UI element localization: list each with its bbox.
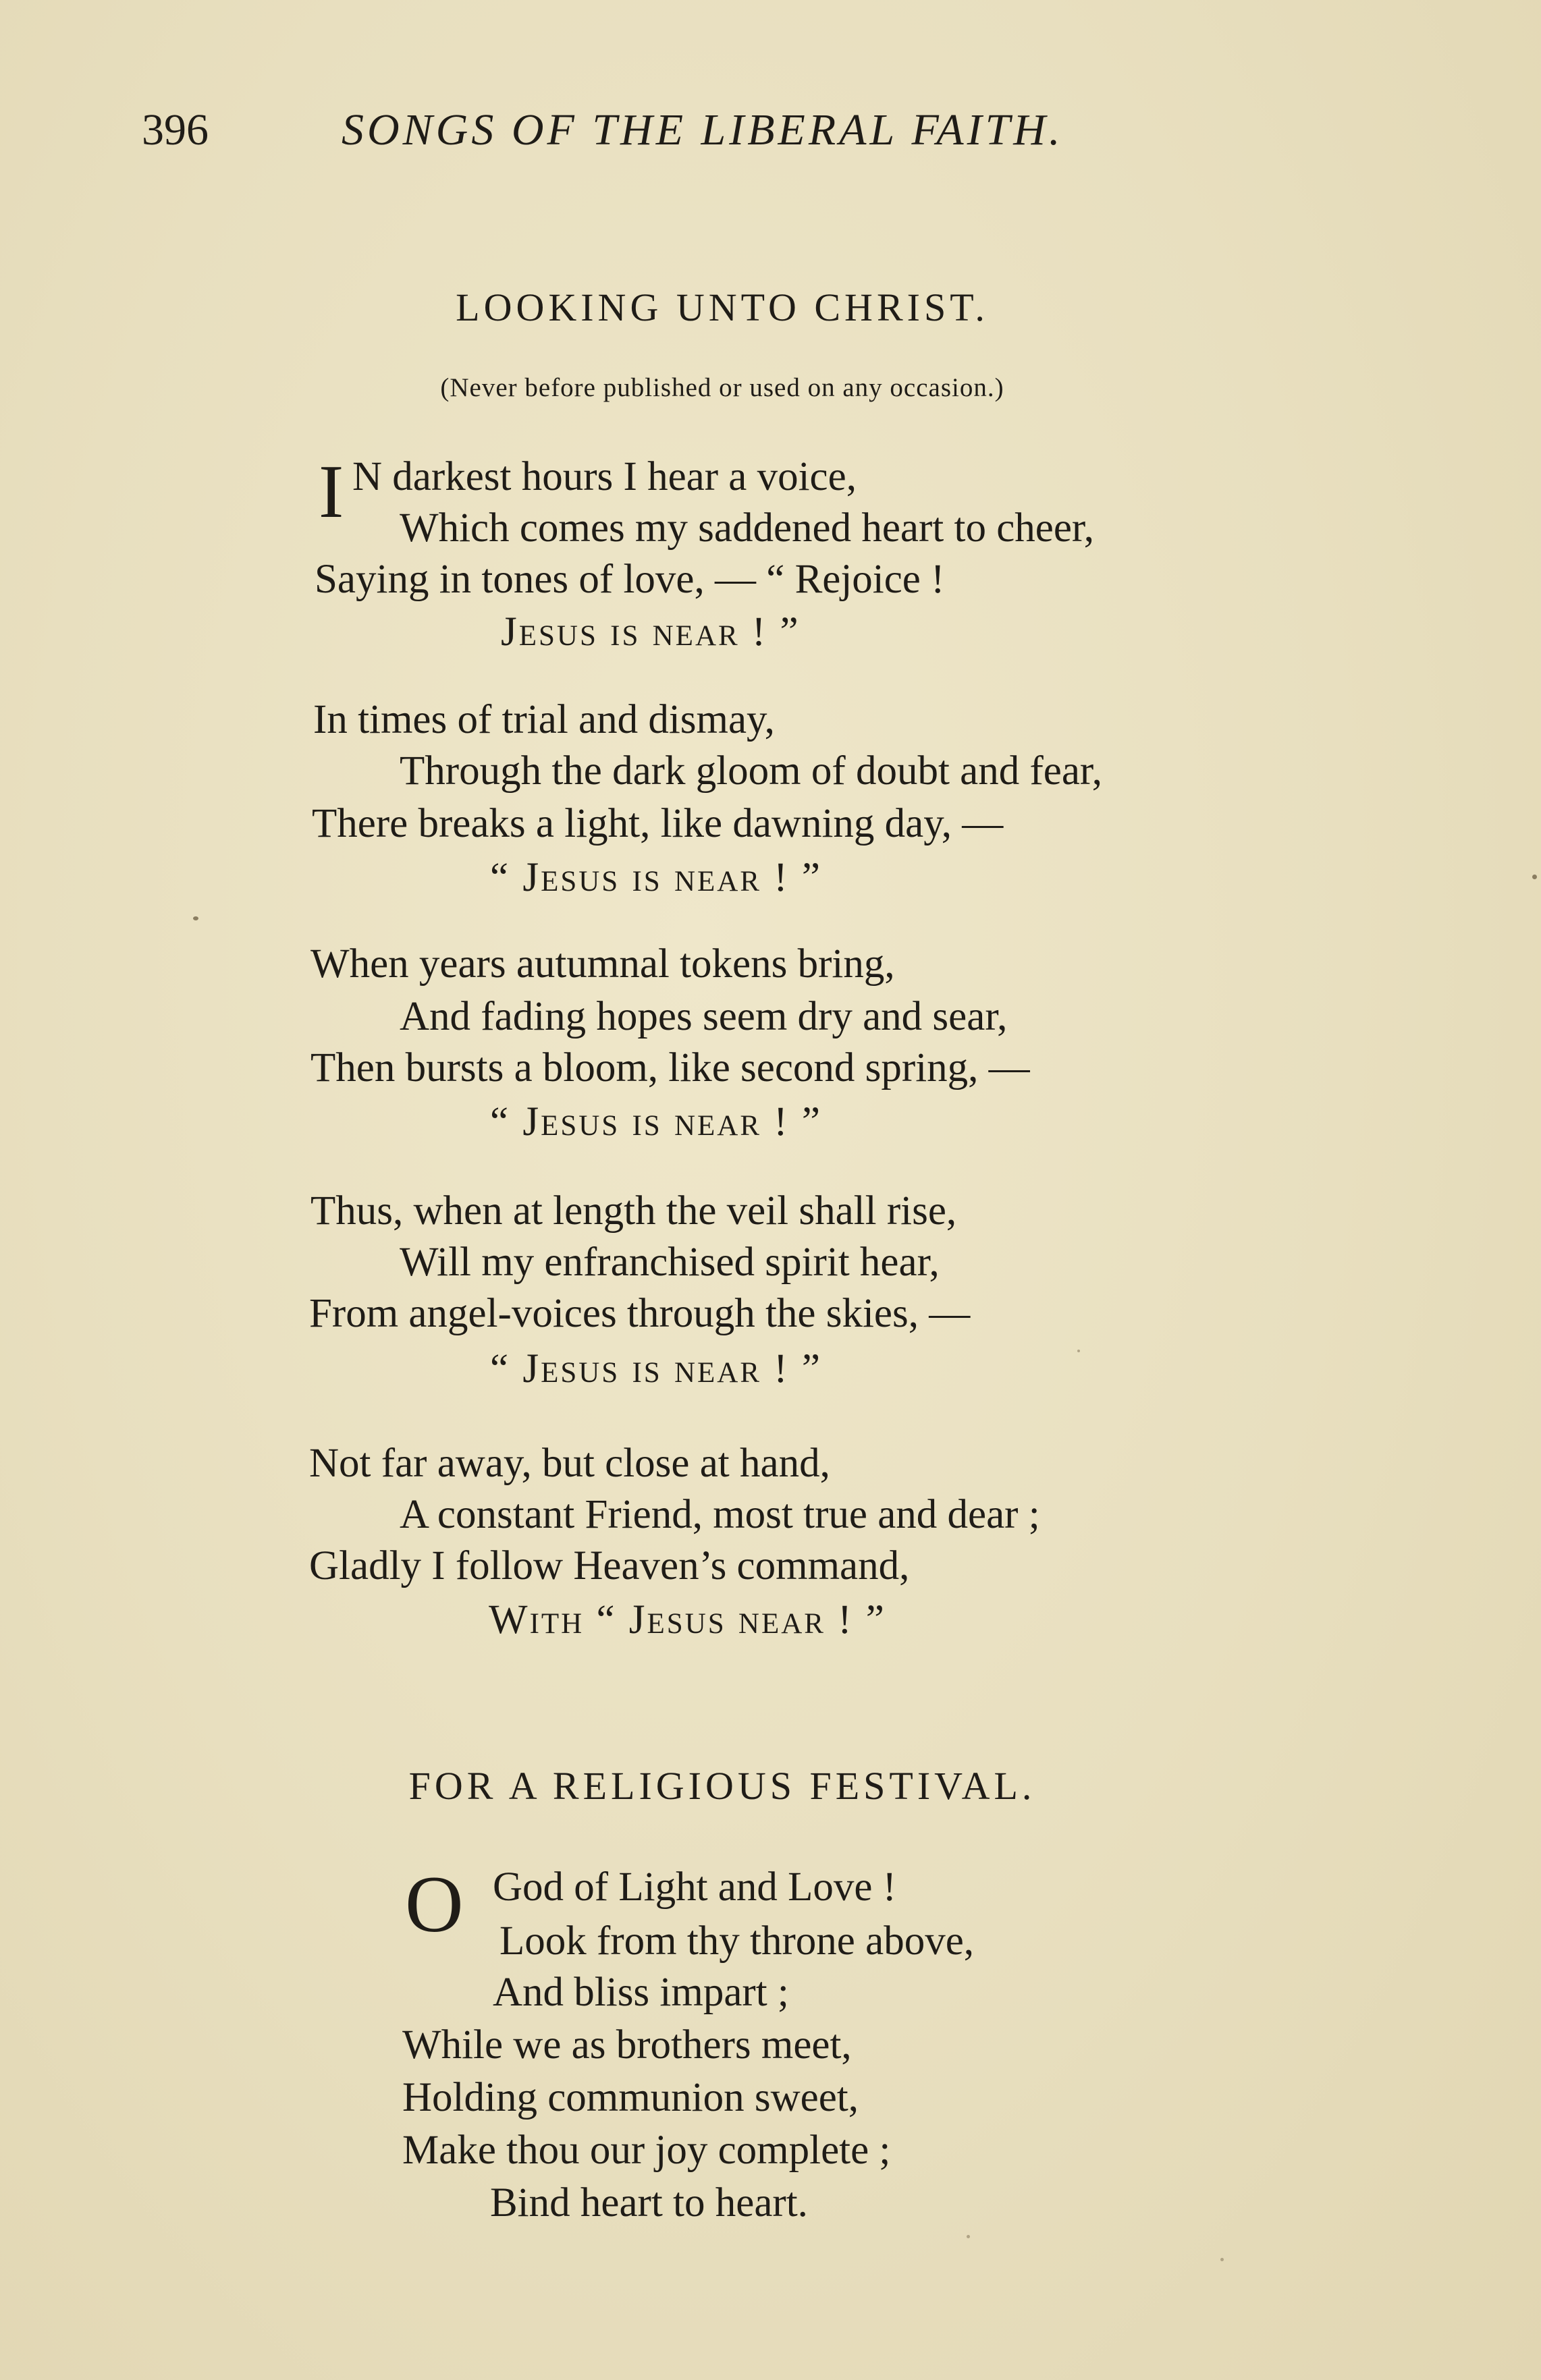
verse-line: Not far away, but close at hand, xyxy=(309,1441,830,1486)
verse-line: Look from thy throne above, xyxy=(499,1918,975,1964)
verse-line: And fading hopes seem dry and sear, xyxy=(400,994,1008,1039)
verse-line: Make thou our joy complete ; xyxy=(402,2128,891,2173)
drop-cap: I xyxy=(319,450,344,534)
paper-speck xyxy=(1220,2258,1224,2261)
verse-refrain: “ Jesus is near ! ” xyxy=(490,1099,822,1144)
verse-line: From angel-voices through the skies, — xyxy=(309,1291,971,1336)
paper-speck xyxy=(1532,875,1537,879)
verse-line: Will my enfranchised spirit hear, xyxy=(400,1240,940,1285)
drop-cap: O xyxy=(405,1859,464,1949)
verse-line: When years autumnal tokens bring, xyxy=(310,941,895,987)
verse-line: Gladly I follow Heaven’s command, xyxy=(309,1543,910,1588)
verse-line: A constant Friend, most true and dear ; xyxy=(400,1492,1040,1537)
verse-line: In times of trial and dismay, xyxy=(313,697,775,742)
verse-line: Then bursts a bloom, like second spring, — xyxy=(310,1045,1030,1090)
poem-title: LOOKING UNTO CHRIST. xyxy=(456,285,989,329)
running-title: SONGS OF THE LIBERAL FAITH. xyxy=(342,105,1064,155)
verse-refrain: With “ Jesus near ! ” xyxy=(489,1597,886,1642)
verse-line: Thus, when at length the veil shall rise, xyxy=(310,1188,957,1234)
page-number: 396 xyxy=(142,105,209,155)
verse-line: Holding communion sweet, xyxy=(402,2075,859,2120)
verse-line: N darkest hours I hear a voice, xyxy=(352,454,857,499)
verse-line: Bind heart to heart. xyxy=(490,2180,808,2225)
paper-speck xyxy=(1077,1350,1080,1352)
paper-speck xyxy=(193,916,198,920)
verse-line: God of Light and Love ! xyxy=(493,1864,896,1910)
verse-refrain: “ Jesus is near ! ” xyxy=(490,855,822,900)
verse-line: And bliss impart ; xyxy=(493,1970,789,2015)
verse-line: Through the dark gloom of doubt and fear, xyxy=(400,748,1103,794)
verse-line: Saying in tones of love, — “ Rejoice ! xyxy=(315,557,945,602)
verse-line: There breaks a light, like dawning day, — xyxy=(312,801,1004,846)
poem-title: FOR A RELIGIOUS FESTIVAL. xyxy=(408,1764,1036,1808)
poem-subtitle: (Never before published or used on any occasion.) xyxy=(440,373,1004,402)
verse-refrain: “ Jesus is near ! ” xyxy=(490,1346,822,1391)
verse-line: Which comes my saddened heart to cheer, xyxy=(400,505,1095,551)
verse-refrain: Jesus is near ! ” xyxy=(501,609,801,655)
paper-speck xyxy=(967,2235,970,2238)
verse-line: While we as brothers meet, xyxy=(402,2022,852,2068)
